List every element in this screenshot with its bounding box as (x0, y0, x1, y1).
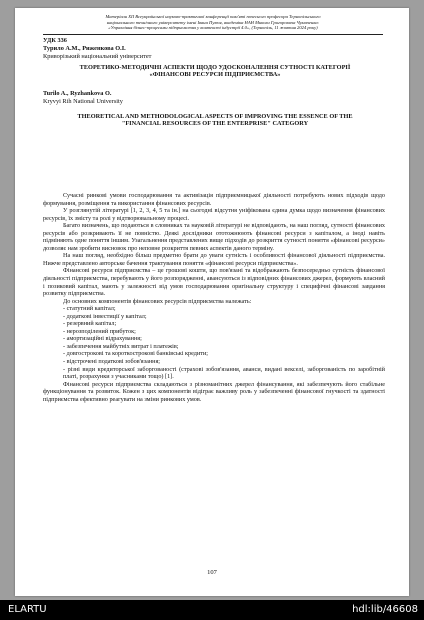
list-item: - довгострокові та короткострокові банківські кредити; (63, 350, 208, 358)
title-ua: ТЕОРЕТИКО-МЕТОДИЧНІ АСПЕКТИ ЩОДО УДОСКОНАЛЕННЯ СУТНОСТІ КАТЕГОРІЇ «ФІНАНСОВІ РЕСУРСИ ПІДПРИЄМСТВА» (79, 64, 351, 79)
list-item: - забезпечення майбутніх витрат і платежів; (63, 342, 179, 350)
list-item: - відстрочені податкові зобов'язання; (63, 358, 161, 366)
list-item: - різні види кредиторської заборгованості (страхові зобов'язання, аванси, видані векселі, заборгованість по заробітній платі, розрахунки з учасниками тощо) [1]. (63, 365, 385, 381)
udc-code: УДК 336 (43, 37, 67, 44)
page-number: 107 (207, 569, 217, 576)
authors-en: Turilo A., Ryzhankova O. (43, 90, 112, 97)
authors-ua: Турило А.М., Риженкова О.І. (43, 45, 126, 52)
title-en: THEORETICAL AND METHODOLOGICAL ASPECTS OF IMPROVING THE ESSENCE OF THE "FINANCIAL RESOURCES OF THE ENTERPRISE" CATEGORY (77, 113, 353, 128)
list-item: - статутний капітал; (63, 305, 116, 313)
conference-header (43, 14, 383, 31)
repository-name: ELARTU (8, 604, 47, 615)
paragraph-6: До основних компонентів фінансових ресурсів підприємства належать: (63, 297, 252, 305)
list-item: - резервний капітал; (63, 320, 117, 328)
handle-link[interactable]: hdl:lib/46608 (352, 604, 418, 615)
document-page (15, 8, 409, 596)
paragraph-2: У розглянутій літературі [1, 2, 3, 4, 5 та ін.] на сьогодні відсутня уніфікована єдина думка щодо визначення фінансових ресурсів, їх змісту та ролі у відтворювальному процесі. (43, 207, 385, 222)
paragraph-4: На наш погляд, необхідно більш предметно брати до уваги сутність і особливості фінансової діяльності підприємства. Нижче представлено авторське бачення трактування поняття «фінансові ресурси підприємства». (43, 252, 385, 267)
header-line-3: «Управління бізнес-процесами підприємства у контексті індустрії 4.0», (Тернопіль, 11 жовтня 2024 року) (108, 25, 318, 31)
paragraph-7: Фінансові ресурси підприємства складаються з різноманітних джерел фінансування, які забезпечують його стабільне функціонування та розвиток. Кожен з цих компонентів відіграє важливу роль у забезпеченні фінансової гнучкості та здатності підприємства ефективно реагувати на зміни ринкових умов. (43, 380, 385, 403)
article-body (43, 192, 385, 403)
header-line-1: Матеріали XII Всеукраїнської науково-практичної конференції пам'яті почесного професора Тернопільського (105, 14, 321, 19)
list-item: - нерозподілений прибуток; (63, 327, 136, 335)
affiliation-en: Kryvyi Rih National University (43, 98, 123, 105)
paragraph-1: Сучасні ринкові умови господарювання та активізація підприємницької діяльності потребують нових підходів щодо формування, розміщення та використання фінансових ресурсів. (43, 192, 385, 207)
list-item: - додаткові інвестиції у капітал; (63, 312, 147, 320)
header-line-2: національного технічного університету імені Івана Пулюя, академіка НАН Миколи Григоровича Чумаченка: (106, 19, 320, 25)
header-rule (43, 34, 383, 35)
paragraph-5: Фінансові ресурси підприємства – це грошові кошти, що пов'язані та відображають безпосередньо сутність фінансової діяльності підприємства, перебувають у його розпорядженні, авансуються із відповідних фінансових джерел, формують власний і позиковий капітал, мають у залежності від умов господарювання оригінальну структуру і специфічні фінансові завдання розвитку підприємства. (43, 267, 385, 298)
affiliation-ua: Криворізький національний університет (43, 53, 152, 60)
repository-footer-bar (0, 600, 424, 620)
list-item: - амортизаційні відрахування; (63, 335, 142, 343)
paragraph-3: Багато визначень, що подаються в словниках та науковій літературі не відповідають, на наш погляд, сутності фінансових ресурсів або розкривають її не повністю. Деякі дослідники ототожнюють фінансові ресурси з капіталом, а іноді навіть підміняють одне поняття іншим. Узагальнення представлених вище підходів до розкриття сутності поняття «фінансові ресурси» дозволяє нам зробити висновок про неповне розкриття певних аспектів даного терміну. (43, 222, 385, 252)
